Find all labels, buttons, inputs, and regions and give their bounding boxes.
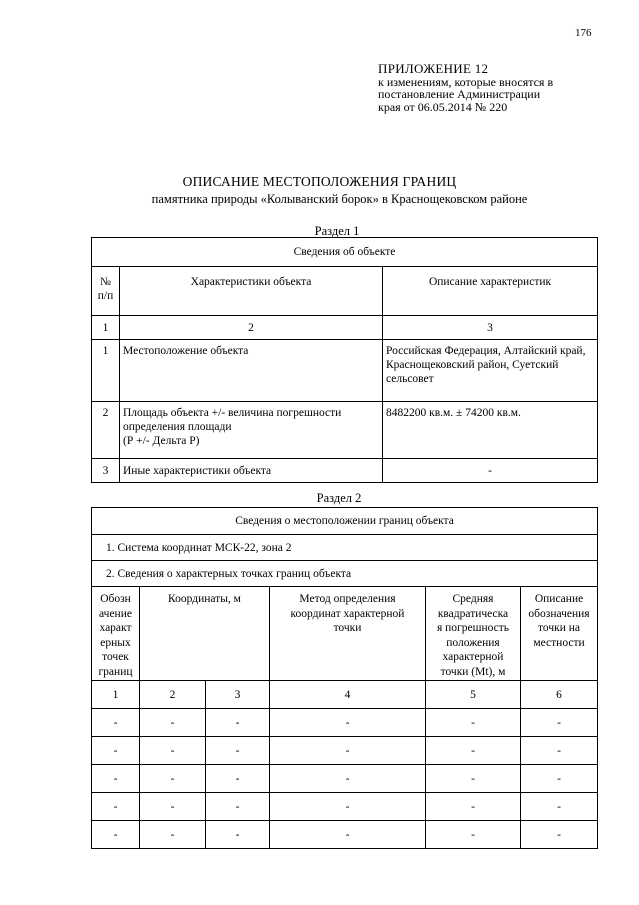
column-header-num: № п/п xyxy=(92,267,120,316)
appendix-title: ПРИЛОЖЕНИЕ 12 xyxy=(378,61,489,76)
column-number: 3 xyxy=(383,316,598,340)
table-cell: - xyxy=(206,765,270,793)
table-cell: - xyxy=(140,793,206,821)
document-title: ОПИСАНИЕ МЕСТОПОЛОЖЕНИЯ ГРАНИЦ xyxy=(182,174,457,189)
page-number: 176 xyxy=(575,27,592,39)
table-cell: - xyxy=(140,737,206,765)
table-cell: - xyxy=(270,737,426,765)
table-cell: - xyxy=(521,821,598,849)
table-row xyxy=(92,402,598,459)
table-cell: - xyxy=(426,793,521,821)
table-cell: - xyxy=(521,793,598,821)
boundary-table xyxy=(91,507,598,849)
appendix-line: к изменениям, которые вносятся в xyxy=(378,74,554,89)
row-characteristic: Местоположение объекта xyxy=(120,340,383,402)
table-cell: - xyxy=(140,709,206,737)
row-description: Российская Федерация, Алтайский край, Краснощековский район, Суетский сельсовет xyxy=(383,340,598,402)
appendix-line: края от 06.05.2014 № 220 xyxy=(378,99,508,114)
column-number: 2 xyxy=(140,681,206,709)
column-number: 1 xyxy=(92,681,140,709)
table-row xyxy=(92,340,598,402)
row-characteristic: Иные характеристики объекта xyxy=(120,459,383,483)
row-number: 1 xyxy=(92,340,120,402)
table-cell: - xyxy=(140,821,206,849)
table-row xyxy=(92,793,598,821)
column-number: 2 xyxy=(120,316,383,340)
table-cell: - xyxy=(521,737,598,765)
table-cell: - xyxy=(426,737,521,765)
table-cell: - xyxy=(426,765,521,793)
column-number: 4 xyxy=(270,681,426,709)
row-description: - xyxy=(383,459,598,483)
column-number: 5 xyxy=(426,681,521,709)
table-row xyxy=(92,459,598,483)
appendix-block xyxy=(378,63,553,113)
table-cell: - xyxy=(92,737,140,765)
table-cell: - xyxy=(92,765,140,793)
coordinate-system-line: 1. Система координат МСК-22, зона 2 xyxy=(92,535,598,561)
table-cell: - xyxy=(92,793,140,821)
column-header-coordinates: Координаты, м xyxy=(140,587,270,681)
table-cell: - xyxy=(92,709,140,737)
section2-title: Раздел 2 xyxy=(316,491,362,505)
table2-header: Сведения о местоположении границ объекта xyxy=(92,508,598,535)
column-header-characteristic: Характеристики объекта xyxy=(120,267,383,316)
table-cell: - xyxy=(206,793,270,821)
column-header-error: Средняя квадратическа я погрешность положения характерной точки (Mt), м xyxy=(426,587,521,681)
document-subtitle: памятника природы «Колыванский борок» в Краснощековском районе xyxy=(151,192,528,206)
column-number: 6 xyxy=(521,681,598,709)
table-cell: - xyxy=(92,821,140,849)
table-cell: - xyxy=(140,765,206,793)
column-header-method: Метод определения координат характерной точки xyxy=(270,587,426,681)
row-number: 3 xyxy=(92,459,120,483)
table-cell: - xyxy=(426,709,521,737)
appendix-line: постановление Администрации xyxy=(378,87,541,101)
table-cell: - xyxy=(206,709,270,737)
table-cell: - xyxy=(521,765,598,793)
row-characteristic: Площадь объекта +/- величина погрешности определения площади (Р +/- Дельта Р) xyxy=(120,402,383,459)
section1-title: Раздел 1 xyxy=(314,224,360,238)
table-cell: - xyxy=(206,737,270,765)
table-cell: - xyxy=(206,821,270,849)
table-cell: - xyxy=(270,709,426,737)
column-header-description: Описание обозначения точки на местности xyxy=(521,587,598,681)
column-number: 1 xyxy=(92,316,120,340)
column-header-point: Обозн ачение характ ерных точек границ xyxy=(92,587,140,681)
column-number: 3 xyxy=(206,681,270,709)
table-cell: - xyxy=(521,709,598,737)
table-cell: - xyxy=(270,793,426,821)
table-cell: - xyxy=(270,765,426,793)
table-row xyxy=(92,821,598,849)
row-description: 8482200 кв.м. ± 74200 кв.м. xyxy=(383,402,598,459)
table-row xyxy=(92,765,598,793)
table-row xyxy=(92,737,598,765)
table1-header: Сведения об объекте xyxy=(92,238,598,267)
table-cell: - xyxy=(270,821,426,849)
table-cell: - xyxy=(426,821,521,849)
table-row xyxy=(92,709,598,737)
points-info-line: 2. Сведения о характерных точках границ объекта xyxy=(92,561,598,587)
object-info-table xyxy=(91,237,598,483)
column-header-description: Описание характеристик xyxy=(383,267,598,316)
row-number: 2 xyxy=(92,402,120,459)
